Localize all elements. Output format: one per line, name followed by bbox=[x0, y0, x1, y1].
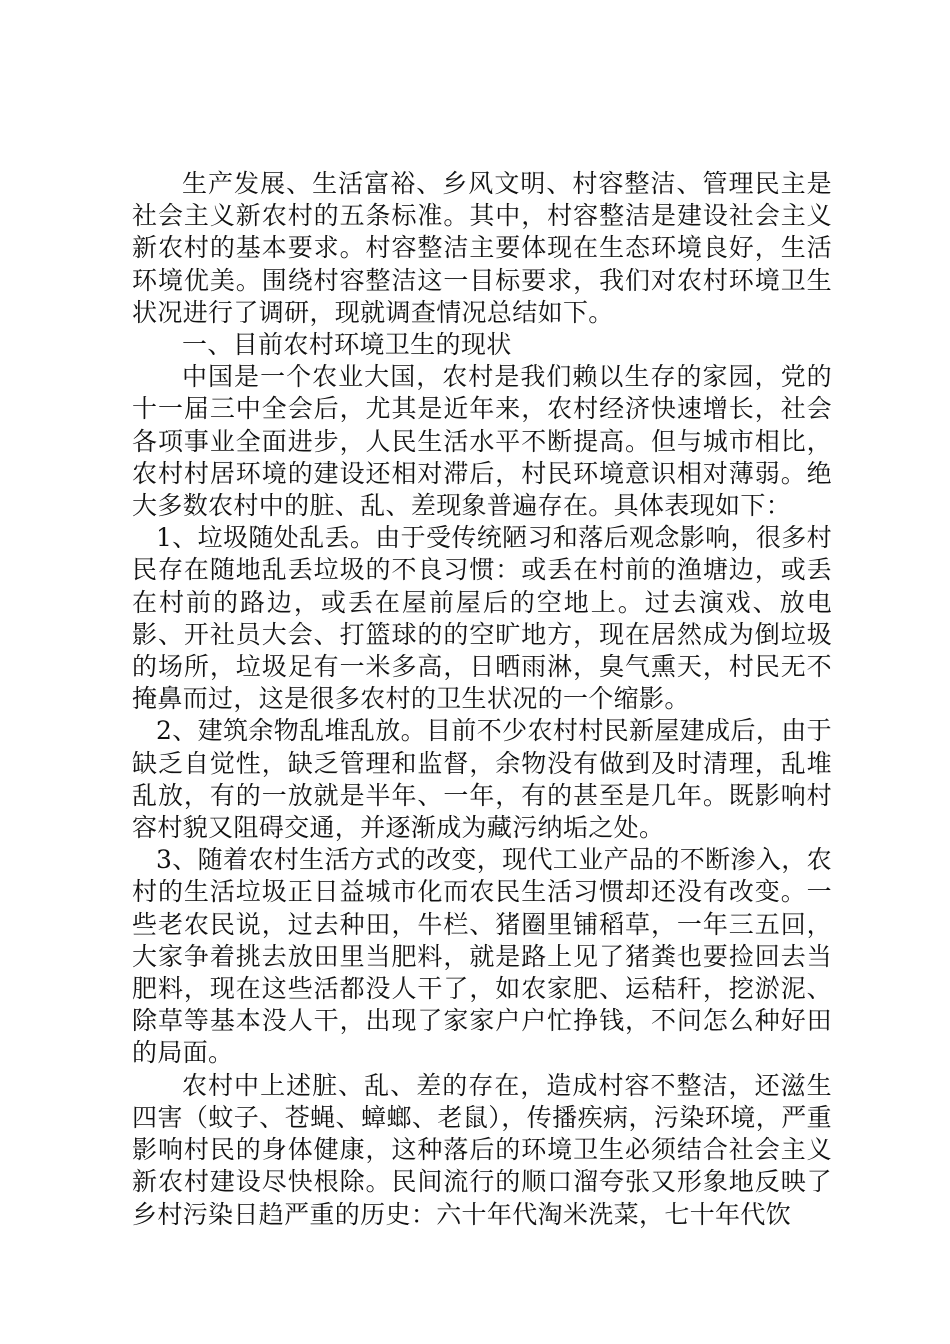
section-heading-current-status: 一、目前农村环境卫生的现状 bbox=[182, 330, 512, 360]
paragraph-intro: 生产发展、生活富裕、乡风文明、村容整洁、管理民主是社会主义新农村的五条标准。其中，村容整洁是建设社会主义新农村的基本要求。村容整洁主要体现在生态环境良好，生活环境优美。围绕村容整洁这一目标要求，我们对农村环境卫生状况进行了调研，现就调查情况总结如下。 bbox=[132, 169, 832, 327]
document-body bbox=[132, 168, 832, 1231]
paragraph-item-1: 1、垃圾随处乱丢。由于受传统陋习和落后观念影响，很多村民存在随地乱丢垃圾的不良习惯：或丢在村前的渔塘边，或丢在村前的路边，或丢在屋前屋后的空地上。过去演戏、放电影、开社员大会、打篮球的的空旷地方，现在居然成为倒垃圾的场所，垃圾足有一米多高，日晒雨淋，臭气熏天，村民无不掩鼻而过，这是很多农村的卫生状况的一个缩影。 bbox=[132, 523, 832, 714]
paragraph-item-3: 3、随着农村生活方式的改变，现代工业产品的不断渗入，农村的生活垃圾正日益城市化而农民生活习惯却还没有改变。一些老农民说，过去种田，牛栏、猪圈里铺稻草，一年三五回，大家争着挑去放田里当肥料，就是路上见了猪粪也要捡回去当肥料，现在这些活都没人干了，如农家肥、运秸秆，挖淤泥、除草等基本没人干，出现了家家户户忙挣钱，不问怎么种好田的局面。 bbox=[132, 845, 832, 1068]
paragraph-item-2: 2、建筑余物乱堆乱放。目前不少农村村民新屋建成后，由于缺乏自觉性，缺乏管理和监督，余物没有做到及时清理，乱堆乱放，有的一放就是半年、一年，有的甚至是几年。既影响村容村貌又阻碍交通，并逐渐成为藏污纳垢之处。 bbox=[132, 716, 832, 843]
paragraph-conclusion: 农村中上述脏、乱、差的存在，造成村容不整洁，还滋生四害（蚊子、苍蝇、蟑螂、老鼠），传播疾病，污染环境，严重影响村民的身体健康，这种落后的环境卫生必须结合社会主义新农村建设尽快根除。民间流行的顺口溜夸张又形象地反映了乡村污染日趋严重的历史：六十年代淘米洗菜，七十年代饮 bbox=[132, 1070, 832, 1229]
paragraph-overview: 中国是一个农业大国，农村是我们赖以生存的家园，党的十一届三中全会后，尤其是近年来，农村经济快速增长，社会各项事业全面进步，人民生活水平不断提高。但与城市相比，农村村居环境的建设还相对滞后，村民环境意识相对薄弱。绝大多数农村中的脏、乱、差现象普遍存在。具体表现如下： bbox=[132, 362, 832, 521]
